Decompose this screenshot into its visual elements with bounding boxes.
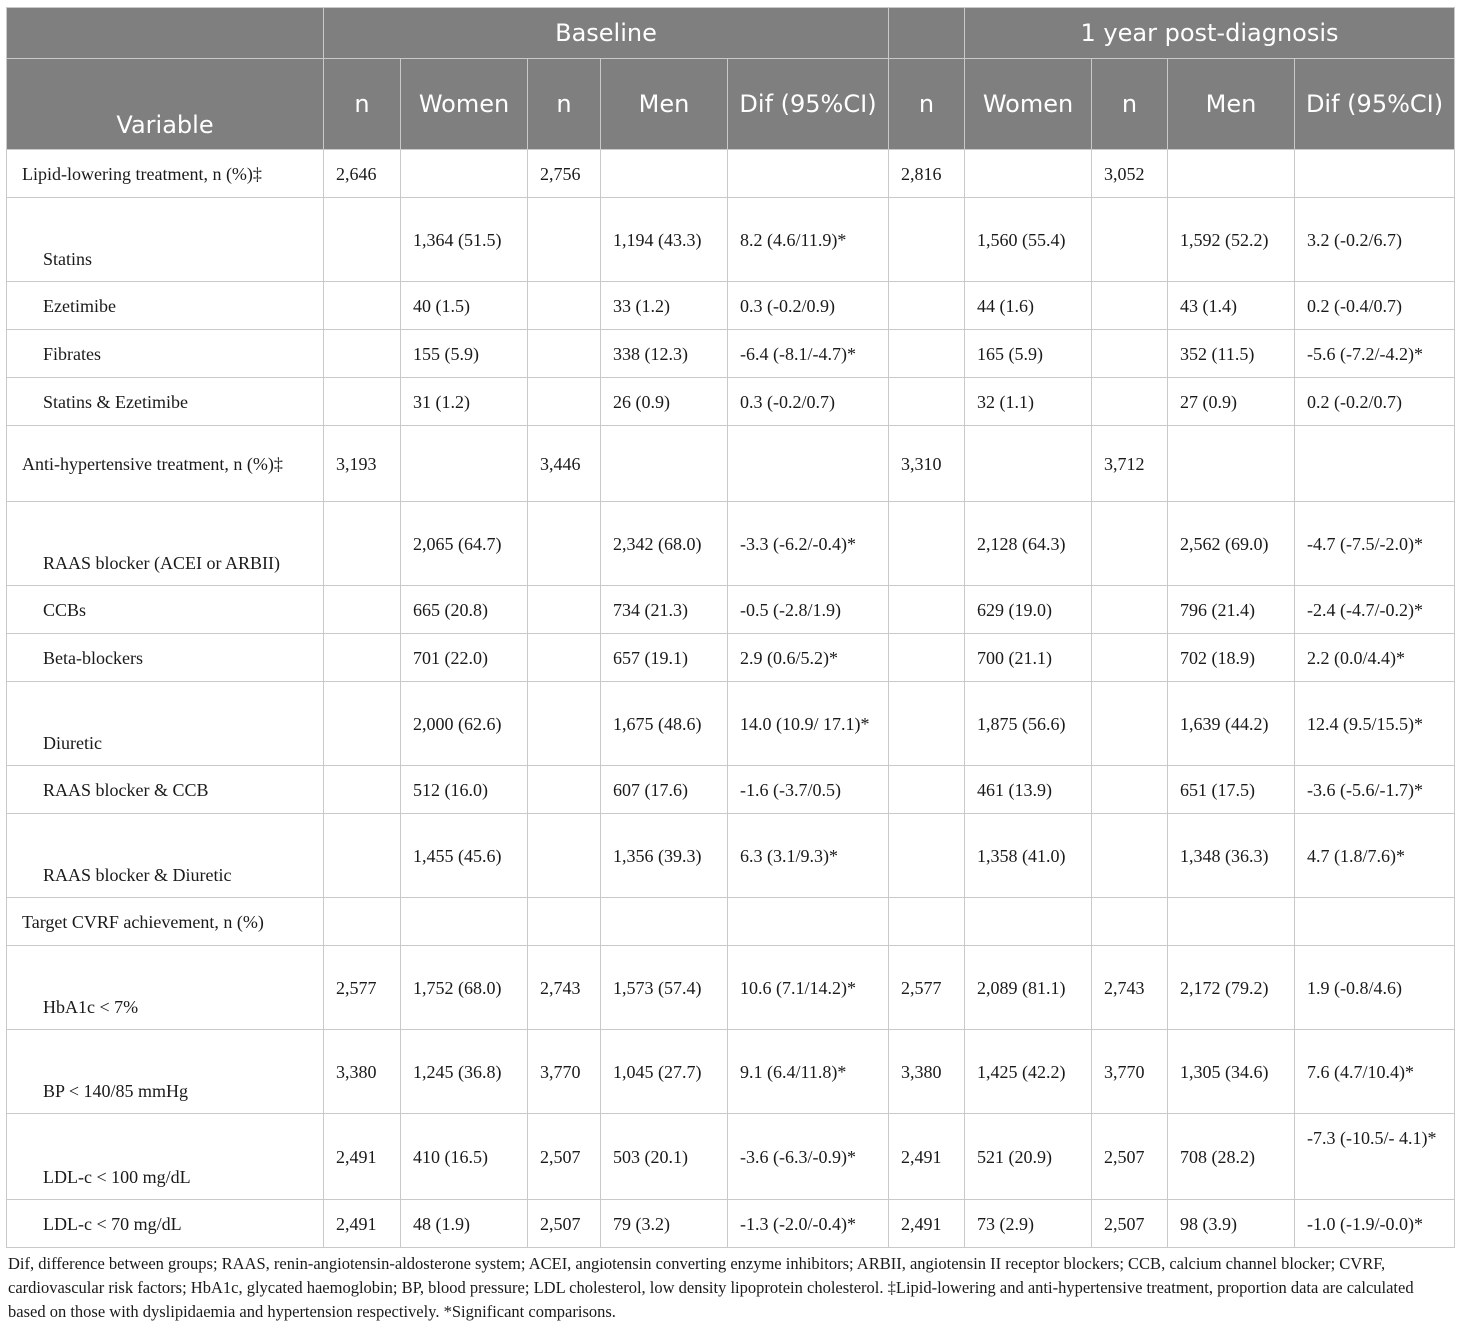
women-followup-cell: 700 (21.1) — [965, 634, 1092, 682]
men-baseline-cell: 338 (12.3) — [601, 330, 728, 378]
men-baseline-cell — [601, 150, 728, 198]
n-women-followup-cell — [889, 766, 965, 814]
n-men-followup-cell — [1092, 898, 1168, 946]
n-women-baseline-cell — [324, 634, 401, 682]
n-men-baseline-cell: 3,770 — [528, 1030, 601, 1114]
men-followup-cell — [1168, 898, 1295, 946]
dif-followup-cell: 3.2 (-0.2/6.7) — [1295, 198, 1455, 282]
n-women-baseline-cell — [324, 814, 401, 898]
women-followup-cell: 32 (1.1) — [965, 378, 1092, 426]
men-followup-cell: 2,172 (79.2) — [1168, 946, 1295, 1030]
dif-followup-cell — [1295, 898, 1455, 946]
dif-baseline-cell: 8.2 (4.6/11.9)* — [728, 198, 889, 282]
dif-baseline-cell: -3.6 (-6.3/-0.9)* — [728, 1114, 889, 1200]
dif-followup-cell: -1.0 (-1.9/-0.0)* — [1295, 1200, 1455, 1248]
n-women-baseline-cell — [324, 378, 401, 426]
dif-baseline-cell: -0.5 (-2.8/1.9) — [728, 586, 889, 634]
n-men-followup-cell — [1092, 378, 1168, 426]
variable-cell: RAAS blocker & Diuretic — [7, 814, 324, 898]
n-women-baseline-cell: 2,491 — [324, 1200, 401, 1248]
header-dif: Dif (95%CI) — [728, 59, 889, 150]
dif-followup-cell — [1295, 426, 1455, 502]
table-row — [7, 1114, 1455, 1200]
men-followup-cell: 352 (11.5) — [1168, 330, 1295, 378]
n-men-baseline-cell: 3,446 — [528, 426, 601, 502]
women-followup-cell — [965, 150, 1092, 198]
n-women-baseline-cell — [324, 282, 401, 330]
header-empty-cell — [889, 8, 965, 59]
dif-followup-cell: -2.4 (-4.7/-0.2)* — [1295, 586, 1455, 634]
table-footnote: Dif, difference between groups; RAAS, renin-angiotensin-aldosterone system; ACEI, angiotensin converting enzyme inhibitors; ARBII, angiotensin II receptor blockers; CCB, calcium channel blocker; CVRF, cardiovascular risk factors; HbA1c, glycated haemoglobin; BP, blood pressure; LDL cholesterol, low density lipoprotein cholesterol. ‡Lipid-lowering and anti-hypertensive treatment, proportion data are calculated based on those with dyslipidaemia and hypertension respectively. *Significant comparisons. — [8, 1254, 1414, 1321]
header-n: n — [324, 59, 401, 150]
women-followup-cell: 1,875 (56.6) — [965, 682, 1092, 766]
n-men-baseline-cell — [528, 814, 601, 898]
n-men-baseline-cell: 2,756 — [528, 150, 601, 198]
header-baseline: Baseline — [324, 8, 889, 59]
table-row — [7, 682, 1455, 766]
n-men-baseline-cell — [528, 586, 601, 634]
women-followup-cell: 461 (13.9) — [965, 766, 1092, 814]
variable-cell: Anti-hypertensive treatment, n (%)‡ — [7, 426, 324, 502]
dif-followup-cell: 2.2 (0.0/4.4)* — [1295, 634, 1455, 682]
n-women-followup-cell — [889, 198, 965, 282]
n-men-baseline-cell: 2,507 — [528, 1114, 601, 1200]
header-n: n — [528, 59, 601, 150]
n-men-followup-cell — [1092, 634, 1168, 682]
n-women-baseline-cell — [324, 766, 401, 814]
n-men-baseline-cell — [528, 330, 601, 378]
table-row — [7, 150, 1455, 198]
table-row — [7, 634, 1455, 682]
men-followup-cell — [1168, 150, 1295, 198]
men-baseline-cell: 33 (1.2) — [601, 282, 728, 330]
n-men-followup-cell: 2,743 — [1092, 946, 1168, 1030]
dif-baseline-cell: 10.6 (7.1/14.2)* — [728, 946, 889, 1030]
n-women-followup-cell: 3,380 — [889, 1030, 965, 1114]
women-followup-cell: 1,425 (42.2) — [965, 1030, 1092, 1114]
variable-cell: Lipid-lowering treatment, n (%)‡ — [7, 150, 324, 198]
variable-cell: LDL-c < 100 mg/dL — [7, 1114, 324, 1200]
variable-cell: Fibrates — [7, 330, 324, 378]
men-baseline-cell: 734 (21.3) — [601, 586, 728, 634]
men-baseline-cell — [601, 426, 728, 502]
table-row — [7, 814, 1455, 898]
n-women-baseline-cell — [324, 898, 401, 946]
table-row — [7, 282, 1455, 330]
men-followup-cell: 27 (0.9) — [1168, 378, 1295, 426]
men-baseline-cell: 607 (17.6) — [601, 766, 728, 814]
women-followup-cell — [965, 898, 1092, 946]
women-followup-cell: 2,128 (64.3) — [965, 502, 1092, 586]
variable-cell: RAAS blocker (ACEI or ARBII) — [7, 502, 324, 586]
women-baseline-cell: 701 (22.0) — [401, 634, 528, 682]
header-row-groups — [7, 8, 1455, 59]
header-dif: Dif (95%CI) — [1295, 59, 1455, 150]
dif-followup-cell: -4.7 (-7.5/-2.0)* — [1295, 502, 1455, 586]
variable-cell: Statins — [7, 198, 324, 282]
variable-cell: Diuretic — [7, 682, 324, 766]
dif-baseline-cell — [728, 898, 889, 946]
n-men-followup-cell: 3,712 — [1092, 426, 1168, 502]
women-followup-cell: 2,089 (81.1) — [965, 946, 1092, 1030]
dif-baseline-cell: -1.3 (-2.0/-0.4)* — [728, 1200, 889, 1248]
n-men-followup-cell — [1092, 330, 1168, 378]
header-variable: Variable — [7, 59, 324, 150]
variable-cell: Statins & Ezetimibe — [7, 378, 324, 426]
dif-baseline-cell: 9.1 (6.4/11.8)* — [728, 1030, 889, 1114]
n-men-baseline-cell: 2,507 — [528, 1200, 601, 1248]
n-women-baseline-cell: 3,380 — [324, 1030, 401, 1114]
n-men-followup-cell — [1092, 586, 1168, 634]
table-row — [7, 330, 1455, 378]
dif-baseline-cell: 6.3 (3.1/9.3)* — [728, 814, 889, 898]
n-women-baseline-cell: 2,646 — [324, 150, 401, 198]
dif-followup-cell: 0.2 (-0.4/0.7) — [1295, 282, 1455, 330]
women-baseline-cell: 2,065 (64.7) — [401, 502, 528, 586]
header-row-columns — [7, 59, 1455, 150]
women-baseline-cell: 512 (16.0) — [401, 766, 528, 814]
men-followup-cell: 708 (28.2) — [1168, 1114, 1295, 1200]
variable-cell: RAAS blocker & CCB — [7, 766, 324, 814]
n-men-baseline-cell: 2,743 — [528, 946, 601, 1030]
men-followup-cell: 1,305 (34.6) — [1168, 1030, 1295, 1114]
n-women-baseline-cell: 2,491 — [324, 1114, 401, 1200]
variable-cell: Ezetimibe — [7, 282, 324, 330]
women-followup-cell — [965, 426, 1092, 502]
n-women-baseline-cell: 2,577 — [324, 946, 401, 1030]
n-men-baseline-cell — [528, 634, 601, 682]
header-followup: 1 year post-diagnosis — [965, 8, 1455, 59]
men-followup-cell: 796 (21.4) — [1168, 586, 1295, 634]
table-row — [7, 898, 1455, 946]
n-women-baseline-cell: 3,193 — [324, 426, 401, 502]
dif-followup-cell: 12.4 (9.5/15.5)* — [1295, 682, 1455, 766]
variable-cell: LDL-c < 70 mg/dL — [7, 1200, 324, 1248]
header-men: Men — [1168, 59, 1295, 150]
table-header — [7, 8, 1455, 150]
dif-baseline-cell: -6.4 (-8.1/-4.7)* — [728, 330, 889, 378]
n-women-followup-cell — [889, 502, 965, 586]
women-baseline-cell: 40 (1.5) — [401, 282, 528, 330]
table-row — [7, 426, 1455, 502]
men-followup-cell: 2,562 (69.0) — [1168, 502, 1295, 586]
n-women-baseline-cell — [324, 330, 401, 378]
n-men-followup-cell: 3,770 — [1092, 1030, 1168, 1114]
table-container — [6, 7, 1454, 1324]
n-women-baseline-cell — [324, 198, 401, 282]
dif-baseline-cell: 0.3 (-0.2/0.9) — [728, 282, 889, 330]
table-row — [7, 1030, 1455, 1114]
n-women-followup-cell: 2,816 — [889, 150, 965, 198]
results-table — [6, 7, 1455, 1248]
dif-baseline-cell: 2.9 (0.6/5.2)* — [728, 634, 889, 682]
n-men-baseline-cell — [528, 898, 601, 946]
women-baseline-cell: 665 (20.8) — [401, 586, 528, 634]
women-followup-cell: 44 (1.6) — [965, 282, 1092, 330]
variable-cell: Target CVRF achievement, n (%) — [7, 898, 324, 946]
n-men-followup-cell: 3,052 — [1092, 150, 1168, 198]
n-women-baseline-cell — [324, 586, 401, 634]
dif-followup-cell: 7.6 (4.7/10.4)* — [1295, 1030, 1455, 1114]
header-empty-cell — [7, 8, 324, 59]
table-row — [7, 378, 1455, 426]
dif-followup-cell: 0.2 (-0.2/0.7) — [1295, 378, 1455, 426]
n-women-followup-cell: 2,491 — [889, 1114, 965, 1200]
header-n: n — [889, 59, 965, 150]
header-women: Women — [401, 59, 528, 150]
men-baseline-cell: 1,573 (57.4) — [601, 946, 728, 1030]
table-row — [7, 198, 1455, 282]
men-baseline-cell: 1,675 (48.6) — [601, 682, 728, 766]
men-baseline-cell — [601, 898, 728, 946]
n-men-followup-cell — [1092, 502, 1168, 586]
men-baseline-cell: 657 (19.1) — [601, 634, 728, 682]
men-baseline-cell: 1,356 (39.3) — [601, 814, 728, 898]
dif-followup-cell: 1.9 (-0.8/4.6) — [1295, 946, 1455, 1030]
women-baseline-cell: 1,455 (45.6) — [401, 814, 528, 898]
header-n: n — [1092, 59, 1168, 150]
n-men-followup-cell — [1092, 766, 1168, 814]
dif-followup-cell: 4.7 (1.8/7.6)* — [1295, 814, 1455, 898]
n-men-followup-cell — [1092, 282, 1168, 330]
men-baseline-cell: 1,194 (43.3) — [601, 198, 728, 282]
dif-baseline-cell — [728, 150, 889, 198]
table-row — [7, 586, 1455, 634]
n-women-followup-cell — [889, 898, 965, 946]
dif-followup-cell: -7.3 (-10.5/- 4.1)* — [1295, 1114, 1455, 1200]
n-men-baseline-cell — [528, 682, 601, 766]
men-followup-cell: 1,592 (52.2) — [1168, 198, 1295, 282]
n-women-followup-cell: 2,577 — [889, 946, 965, 1030]
n-women-followup-cell — [889, 330, 965, 378]
table-row — [7, 946, 1455, 1030]
women-followup-cell: 521 (20.9) — [965, 1114, 1092, 1200]
n-women-baseline-cell — [324, 502, 401, 586]
women-baseline-cell: 1,245 (36.8) — [401, 1030, 528, 1114]
n-women-followup-cell — [889, 814, 965, 898]
men-baseline-cell: 2,342 (68.0) — [601, 502, 728, 586]
n-men-followup-cell — [1092, 682, 1168, 766]
n-women-followup-cell: 3,310 — [889, 426, 965, 502]
dif-baseline-cell — [728, 426, 889, 502]
n-women-followup-cell — [889, 378, 965, 426]
dif-followup-cell — [1295, 150, 1455, 198]
women-baseline-cell: 2,000 (62.6) — [401, 682, 528, 766]
n-men-followup-cell: 2,507 — [1092, 1114, 1168, 1200]
men-baseline-cell: 1,045 (27.7) — [601, 1030, 728, 1114]
women-baseline-cell — [401, 150, 528, 198]
n-men-baseline-cell — [528, 766, 601, 814]
women-baseline-cell — [401, 898, 528, 946]
n-women-followup-cell: 2,491 — [889, 1200, 965, 1248]
dif-baseline-cell: -1.6 (-3.7/0.5) — [728, 766, 889, 814]
n-women-followup-cell — [889, 586, 965, 634]
table-body — [7, 150, 1455, 1248]
dif-followup-cell: -5.6 (-7.2/-4.2)* — [1295, 330, 1455, 378]
dif-baseline-cell: 14.0 (10.9/ 17.1)* — [728, 682, 889, 766]
women-baseline-cell: 1,364 (51.5) — [401, 198, 528, 282]
women-baseline-cell — [401, 426, 528, 502]
n-women-followup-cell — [889, 634, 965, 682]
n-men-baseline-cell — [528, 378, 601, 426]
n-women-followup-cell — [889, 682, 965, 766]
men-followup-cell: 98 (3.9) — [1168, 1200, 1295, 1248]
women-followup-cell: 1,358 (41.0) — [965, 814, 1092, 898]
variable-cell: CCBs — [7, 586, 324, 634]
header-men: Men — [601, 59, 728, 150]
women-followup-cell: 165 (5.9) — [965, 330, 1092, 378]
men-followup-cell: 1,639 (44.2) — [1168, 682, 1295, 766]
n-men-followup-cell — [1092, 814, 1168, 898]
n-men-baseline-cell — [528, 502, 601, 586]
variable-cell: Beta-blockers — [7, 634, 324, 682]
table-row — [7, 502, 1455, 586]
n-men-baseline-cell — [528, 282, 601, 330]
dif-baseline-cell: -3.3 (-6.2/-0.4)* — [728, 502, 889, 586]
table-row — [7, 766, 1455, 814]
dif-followup-cell: -3.6 (-5.6/-1.7)* — [1295, 766, 1455, 814]
men-followup-cell: 651 (17.5) — [1168, 766, 1295, 814]
variable-cell: BP < 140/85 mmHg — [7, 1030, 324, 1114]
men-baseline-cell: 79 (3.2) — [601, 1200, 728, 1248]
women-followup-cell: 629 (19.0) — [965, 586, 1092, 634]
n-men-followup-cell: 2,507 — [1092, 1200, 1168, 1248]
women-baseline-cell: 1,752 (68.0) — [401, 946, 528, 1030]
women-followup-cell: 1,560 (55.4) — [965, 198, 1092, 282]
header-women: Women — [965, 59, 1092, 150]
n-men-baseline-cell — [528, 198, 601, 282]
men-followup-cell: 702 (18.9) — [1168, 634, 1295, 682]
n-women-baseline-cell — [324, 682, 401, 766]
dif-baseline-cell: 0.3 (-0.2/0.7) — [728, 378, 889, 426]
men-baseline-cell: 503 (20.1) — [601, 1114, 728, 1200]
women-baseline-cell: 155 (5.9) — [401, 330, 528, 378]
men-followup-cell — [1168, 426, 1295, 502]
n-women-followup-cell — [889, 282, 965, 330]
women-baseline-cell: 410 (16.5) — [401, 1114, 528, 1200]
men-baseline-cell: 26 (0.9) — [601, 378, 728, 426]
n-men-followup-cell — [1092, 198, 1168, 282]
women-baseline-cell: 48 (1.9) — [401, 1200, 528, 1248]
variable-cell: HbA1c < 7% — [7, 946, 324, 1030]
men-followup-cell: 43 (1.4) — [1168, 282, 1295, 330]
women-baseline-cell: 31 (1.2) — [401, 378, 528, 426]
women-followup-cell: 73 (2.9) — [965, 1200, 1092, 1248]
table-row — [7, 1200, 1455, 1248]
men-followup-cell: 1,348 (36.3) — [1168, 814, 1295, 898]
